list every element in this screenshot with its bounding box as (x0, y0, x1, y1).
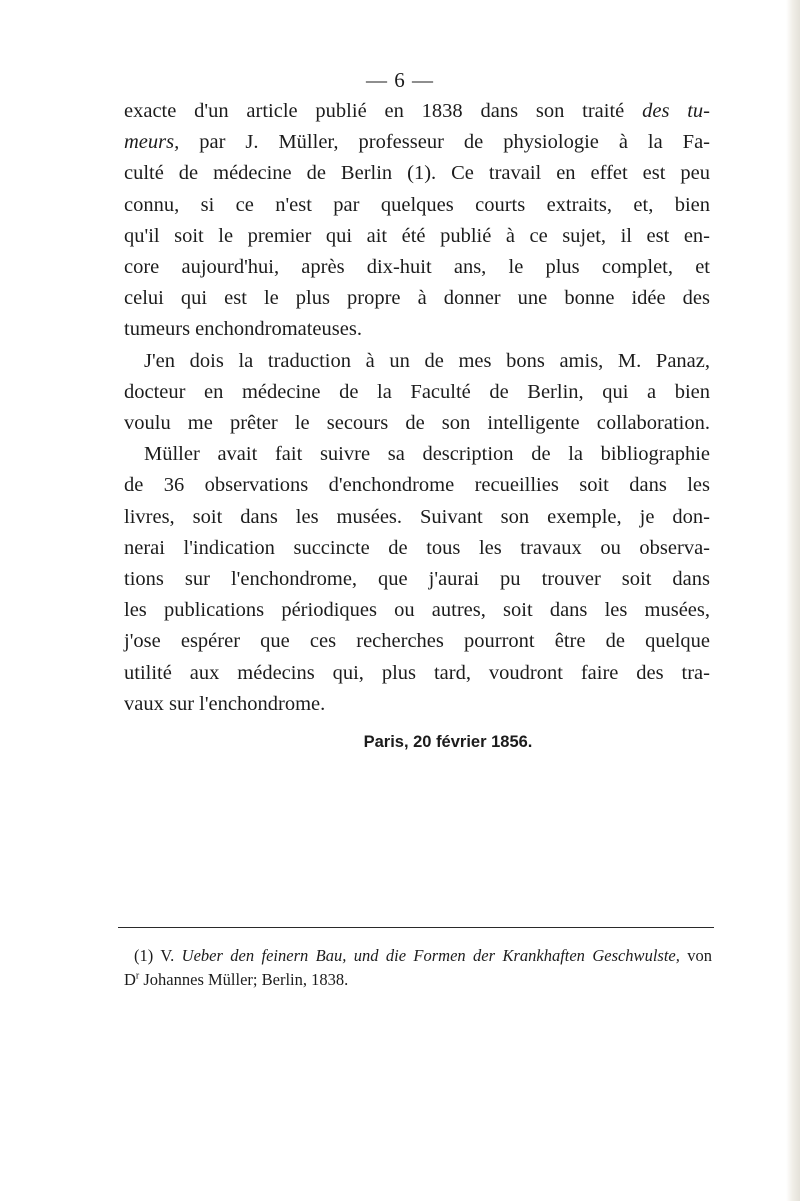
text-line: J'en dois la traduction à un de mes bons amis, M. Panaz, (144, 349, 710, 372)
footnote-divider (118, 927, 714, 928)
footnote-line: $D^r$ Johannes Müller; Berlin, 1838. (124, 970, 349, 989)
text-line: utilité aux médecins qui, plus tard, voudront faire des tra- (124, 661, 710, 684)
footnote-line: (1) V. Ueber den feinern Bau, und die Formen der Krankhaften Geschwulste, von (134, 946, 713, 965)
text-line: tumeurs enchondromateuses. (124, 318, 362, 341)
text-line: tions sur l'enchondrome, que j'aurai pu trouver soit dans (124, 568, 710, 591)
text-line: culté de médecine de Berlin (1). Ce travail en effet est peu (124, 162, 710, 185)
text-line: docteur en médecine de la Faculté de Berlin, qui a bien (124, 380, 710, 403)
page-edge-shadow (786, 0, 800, 1201)
text-line: connu, si ce n'est par quelques courts extraits, et, bien (124, 193, 710, 216)
paragraph-1 (124, 96, 710, 346)
text-line: vaux sur l'enchondrome. (124, 692, 326, 715)
text-line: j'ose espérer que ces recherches pourront être de quelque (124, 630, 710, 653)
text-line: nerai l'indication succincte de tous les travaux ou observa- (124, 536, 710, 559)
page-number: — 6 — (366, 68, 434, 92)
text-line: meurs, par J. Müller, professeur de physiologie à la Fa- (124, 131, 711, 154)
text-line: core aujourd'hui, après dix-huit ans, le plus complet, et (124, 256, 710, 279)
text-line: de 36 observations d'enchondrome recueillies soit dans les (124, 474, 710, 497)
text-line: livres, soit dans les musées. Suivant son exemple, je don- (124, 505, 710, 528)
footnote (124, 944, 712, 992)
text-line: les publications périodiques ou autres, soit dans les musées, (124, 599, 710, 622)
text-line: Müller avait fait suivre sa description de la bibliographie (144, 443, 710, 466)
text-line: celui qui est le plus propre à donner une bonne idée des (124, 287, 710, 310)
text-line: qu'il soit le premier qui ait été publié à ce sujet, il est en- (124, 224, 710, 247)
paragraph-3 (124, 439, 710, 720)
body-text (124, 96, 710, 720)
date-signature: Paris, 20 février 1856. (363, 733, 533, 751)
paragraph-2 (124, 346, 710, 440)
text-line: voulu me prêter le secours de son intelligente collaboration. (124, 412, 710, 435)
text-line: exacte d'un article publié en 1838 dans son traité des tu- (124, 100, 711, 122)
